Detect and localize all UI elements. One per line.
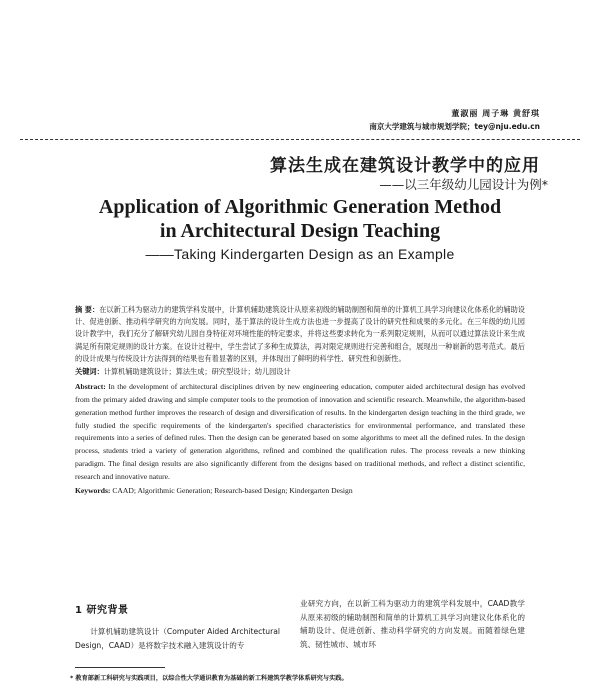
footnote-divider [75,667,165,668]
abstract-block [75,304,525,497]
keywords-cn-label: 关键词： [75,367,104,377]
keywords-cn [75,366,525,378]
title-en-line1: Application of Algorithmic Generation Method [98,196,502,218]
section-heading: 1 研究背景 [75,605,129,616]
body-right-column: 业研究方向，在以新工科为驱动力的建筑学科发展中，CAAD教学从原来初级的辅助制图和简单的计算机工具学习向建议化体系化的辅助设计、促进创新、推动科学研究的方向发展。而随着绿色建筑、韧性城市、城市环 [300,599,525,649]
title-en-line2: in Architectural Design Teaching [159,220,441,242]
keywords-cn-text: 计算机辅助建筑设计；算法生成；研究型设计；幼儿园设计 [103,367,291,377]
body-left-column: 计算机辅助建筑设计（Computer Aided Architectural Design，CAAD）是将数字技术融入建筑设计的专 [75,627,280,650]
keywords-en [75,485,525,498]
keywords-en-text: CAAD; Algorithmic Generation; Research-based Design; Kindergarten Design [112,485,353,495]
abstract-cn [75,304,525,365]
header-divider [20,139,580,140]
keywords-en-label: Keywords: [75,485,111,495]
footnote: * 教育部新工科研究与实践项目，以综合性大学通识教育为基础的新工科建筑学教学体系研究与实践。 [70,675,348,682]
authors: 董淑丽 周子琳 黄舒琪 [451,109,540,118]
abstract-en-label: Abstract: [75,382,106,392]
abstract-cn-label: 摘 要： [75,305,100,314]
affiliation: 南京大学建筑与城市规划学院；tey@nju.edu.cn [369,122,540,131]
title-cn: 算法生成在建筑设计教学中的应用 [270,156,540,176]
abstract-en [75,381,525,483]
abstract-cn-text: 在以新工科为驱动力的建筑学科发展中，计算机辅助建筑设计从原来初级的辅助制图和简单的计算机工具学习向建议化体系化的辅助设计、促进创新、推动科学研究的方向发展。同时，基于算法的设计生成方法也进一步提高了设计的研究性和成果的多元化。在三年级的幼儿园设计教学中，我们充分了解研究幼儿园自身特征对环境性能的特定要求，并将这些要求转化为一系列限定规则，从而可以通过算法设计来生成满足所有限定规则的设计方案。在设计过程中，学生尝试了多种生成算法，再对限定规则进行完善和组合，展现出一种崭新的思考范式。最后的设计成果与传统设计方法得到的结果也有着显著的区别，并体现出了鲜明的科学性、研究性和创新性。 [75,305,525,363]
subtitle-en: ——Taking Kindergarten Design as an Example [145,246,455,262]
subtitle-cn: ——以三年级幼儿园设计为例* [379,177,548,192]
abstract-en-text: In the development of architectural disciplines driven by new engineering education, computer aided architectural design has evolved from the primary aided drawing and simple computer tools to the promotion of innovation and scientific research. Meanwhile, the algorithm-based generation method further improves the research of design and diversification of results. In the kindergarten design teaching in the third grade, we fully studied the specific requirements of the kindergarten's specified characteristics for environmental performance, and translated these requirements into a series of defined rules. Then the design can be generated based on some algorithms to meet all the defined rules. In the design process, students tried a variety of generation algorithms, refined and combined the qualification rules. The process reveals a new thinking paradigm. The final design results are also significantly different from the designs based on traditional methods, and reflect a distinct scientific, research and innovative nature. [75,382,526,481]
